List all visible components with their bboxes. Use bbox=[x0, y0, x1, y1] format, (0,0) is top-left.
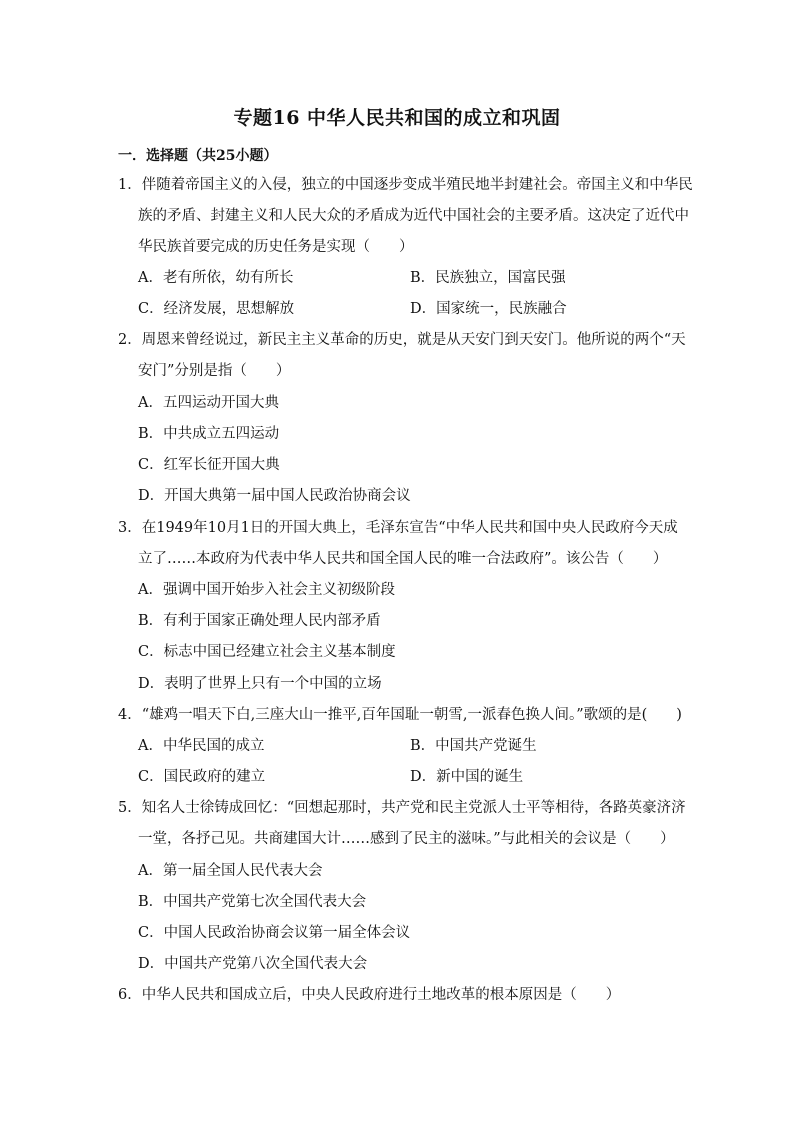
question-2-line-1: 2．周恩来曾经说过，新民主主义革命的历史，就是从天安门到天安门。他所说的两个“天 bbox=[118, 332, 686, 348]
question-4-option-a: A．中华民国的成立 bbox=[138, 738, 265, 754]
question-1-line-2: 族的矛盾、封建主义和人民大众的矛盾成为近代中国社会的主要矛盾。这决定了近代中 bbox=[138, 208, 689, 224]
question-1-line-1: 1．伴随着帝国主义的入侵，独立的中国逐步变成半殖民地半封建社会。帝国主义和中华民 bbox=[118, 177, 693, 193]
page-title: 专题16 中华人民共和国的成立和巩固 bbox=[233, 107, 561, 129]
question-1-option-d: D．国家统一，民族融合 bbox=[410, 301, 567, 317]
question-3-option-b: B．有利于国家正确处理人民内部矛盾 bbox=[138, 613, 381, 629]
question-3-option-d: D．表明了世界上只有一个中国的立场 bbox=[138, 676, 382, 692]
question-5-option-a: A．第一届全国人民代表大会 bbox=[138, 863, 323, 879]
question-2-option-d: D．开国大典第一届中国人民政治协商会议 bbox=[138, 488, 411, 504]
question-1-option-b: B．民族独立，国富民强 bbox=[410, 270, 566, 286]
question-6-line-1: 6．中华人民共和国成立后，中央人民政府进行土地改革的根本原因是（ ） bbox=[118, 987, 621, 1003]
question-5-line-2: 一堂，各抒己见。共商建国大计……感到了民主的滋味。”与此相关的会议是（ ） bbox=[138, 831, 675, 847]
question-1-option-a: A．老有所依，幼有所长 bbox=[138, 270, 294, 286]
question-3-line-2: 立了……本政府为代表中华人民共和国全国人民的唯一合法政府”。该公告（ ） bbox=[138, 551, 668, 567]
question-5-option-d: D．中国共产党第八次全国代表大会 bbox=[138, 956, 368, 972]
question-4-option-d: D．新中国的诞生 bbox=[410, 769, 524, 785]
question-3-option-a: A．强调中国开始步入社会主义初级阶段 bbox=[138, 582, 395, 598]
question-1-option-c: C．经济发展，思想解放 bbox=[138, 301, 295, 317]
question-1-line-3: 华民族首要完成的历史任务是实现（ ） bbox=[138, 239, 414, 255]
question-4-line-1: 4．“雄鸡一唱天下白,三座大山一推平,百年国耻一朝雪,一派春色换人间。”歌颂的是( ) bbox=[118, 707, 682, 723]
question-2-option-b: B．中共成立五四运动 bbox=[138, 426, 280, 442]
question-4-option-b: B．中国共产党诞生 bbox=[410, 738, 537, 754]
section-heading: 一．选择题（共25小题） bbox=[118, 148, 278, 164]
question-2-option-a: A．五四运动开国大典 bbox=[138, 395, 279, 411]
question-4-option-c: C．国民政府的建立 bbox=[138, 769, 266, 785]
question-2-line-2: 安门”分别是指（ ） bbox=[138, 363, 291, 379]
question-3-option-c: C．标志中国已经建立社会主义基本制度 bbox=[138, 644, 396, 660]
question-2-option-c: C．红军长征开国大典 bbox=[138, 457, 280, 473]
question-3-line-1: 3．在1949年10月1日的开国大典上，毛泽东宣告“中华人民共和国中央人民政府今天成 bbox=[118, 520, 678, 536]
question-5-line-1: 5．知名人士徐铸成回忆：“回想起那时，共产党和民主党派人士平等相待，各路英豪济济 bbox=[118, 800, 686, 816]
question-5-option-b: B．中国共产党第七次全国代表大会 bbox=[138, 894, 367, 910]
question-5-option-c: C．中国人民政治协商会议第一届全体会议 bbox=[138, 925, 411, 941]
